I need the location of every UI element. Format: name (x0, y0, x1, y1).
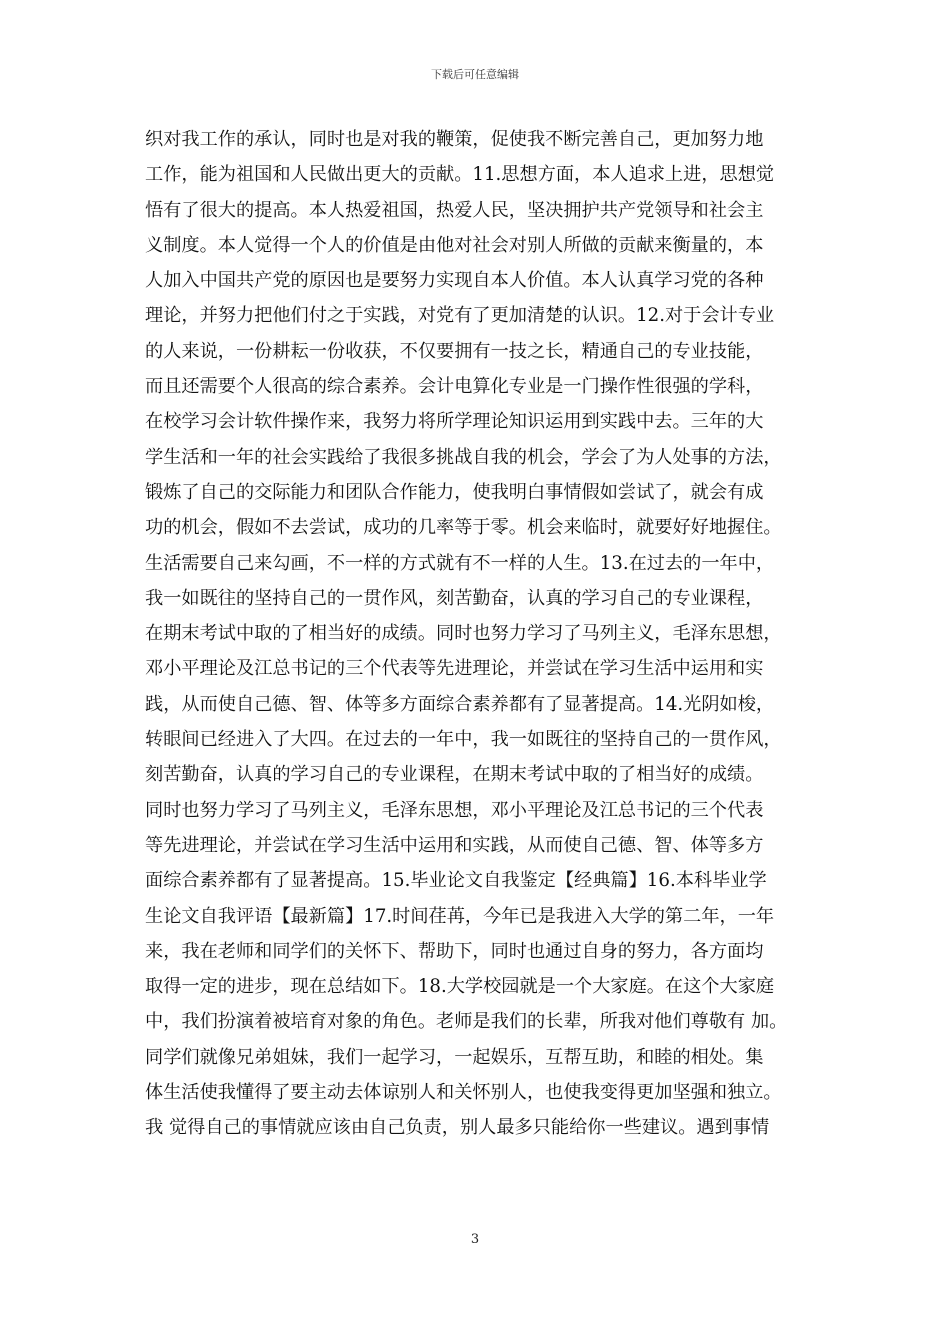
text-line: 人加入中国共产党的原因也是要努力实现自本人价值。本人认真学习党的各种 (145, 270, 764, 292)
text-line: 体生活使我懂得了要主动去体谅别人和关怀别人，也使我变得更加坚强和独立。 (145, 1082, 782, 1104)
text-line: 同时也努力学习了马列主义，毛泽东思想，邓小平理论及江总书记的三个代表 (145, 799, 764, 821)
text-line: 织对我工作的承认，同时也是对我的鞭策，促使我不断完善自己，更加努力地 (145, 129, 764, 150)
page-number: 3 (470, 1232, 480, 1247)
text-line: 而且还需要个人很高的综合素养。会计电算化专业是一门操作性很强的学科， (145, 376, 764, 398)
text-line: 在校学习会计软件操作来，我努力将所学理论知识运用到实践中去。三年的大 (145, 411, 764, 433)
text-line: 理论，并努力把他们付之于实践，对党有了更加清楚的认识。12.对于会计专业 (145, 305, 775, 327)
text-line: 等先进理论，并尝试在学习生活中运用和实践，从而使自己德、智、体等多方 (145, 834, 764, 856)
text-line: 的人来说，一份耕耘一份收获，不仅要拥有一技之长，精通自己的专业技能， (145, 340, 764, 362)
text-line: 我 觉得自己的事情就应该由自己负责，别人最多只能给你一些建议。遇到事情 (145, 1117, 770, 1139)
text-line: 来，我在老师和同学们的关怀下、帮助下，同时也通过自身的努力，各方面均 (145, 940, 764, 962)
text-line: 邓小平理论及江总书记的三个代表等先进理论，并尝试在学习生活中运用和实 (145, 658, 764, 680)
text-line: 同学们就像兄弟姐妹，我们一起学习，一起娱乐，互帮互助，和睦的相处。集 (145, 1046, 764, 1068)
text-line: 刻苦勤奋，认真的学习自己的专业课程，在期末考试中取的了相当好的成绩。 (145, 764, 764, 786)
page-header: 下载后可任意编辑 (431, 68, 519, 81)
text-line: 面综合素养都有了显著提高。15.毕业论文自我鉴定【经典篇】16.本科毕业学 (145, 870, 767, 892)
text-line: 学生活和一年的社会实践给了我很多挑战自我的机会，学会了为人处事的方法， (145, 446, 782, 468)
text-line: 生论文自我评语【最新篇】17.时间荏苒，今年已是我进入大学的第二年，一年 (145, 905, 775, 927)
text-line: 中，我们扮演着被培育对象的角色。老师是我们的长辈，所我对他们尊敬有 加。 (145, 1011, 788, 1033)
text-line: 功的机会，假如不去尝试，成功的几率等于零。机会来临时，就要好好地握住。 (145, 517, 782, 539)
text-line: 工作，能为祖国和人民做出更大的贡献。11.思想方面，本人追求上进，思想觉 (145, 164, 775, 186)
text-line: 锻炼了自己的交际能力和团队合作能力，使我明白事情假如尝试了，就会有成 (145, 481, 764, 503)
body-text (145, 122, 835, 1146)
text-line: 生活需要自己来勾画，不一样的方式就有不一样的人生。13.在过去的一年中， (145, 552, 775, 574)
text-line: 悟有了很大的提高。本人热爱祖国，热爱人民，坚决拥护共产党领导和社会主 (145, 199, 764, 221)
text-line: 义制度。本人觉得一个人的价值是由他对社会对别人所做的贡献来衡量的，本 (145, 234, 764, 256)
text-line: 转眼间已经进入了大四。在过去的一年中，我一如既往的坚持自己的一贯作风， (145, 729, 782, 751)
text-line: 我一如既往的坚持自己的一贯作风，刻苦勤奋，认真的学习自己的专业课程， (145, 587, 764, 609)
text-line: 践，从而使自己德、智、体等多方面综合素养都有了显著提高。14.光阴如梭， (145, 693, 775, 715)
text-line: 取得一定的进步，现在总结如下。18.大学校园就是一个大家庭。在这个大家庭 (145, 976, 775, 998)
text-line: 在期末考试中取的了相当好的成绩。同时也努力学习了马列主义，毛泽东思想， (145, 623, 782, 645)
